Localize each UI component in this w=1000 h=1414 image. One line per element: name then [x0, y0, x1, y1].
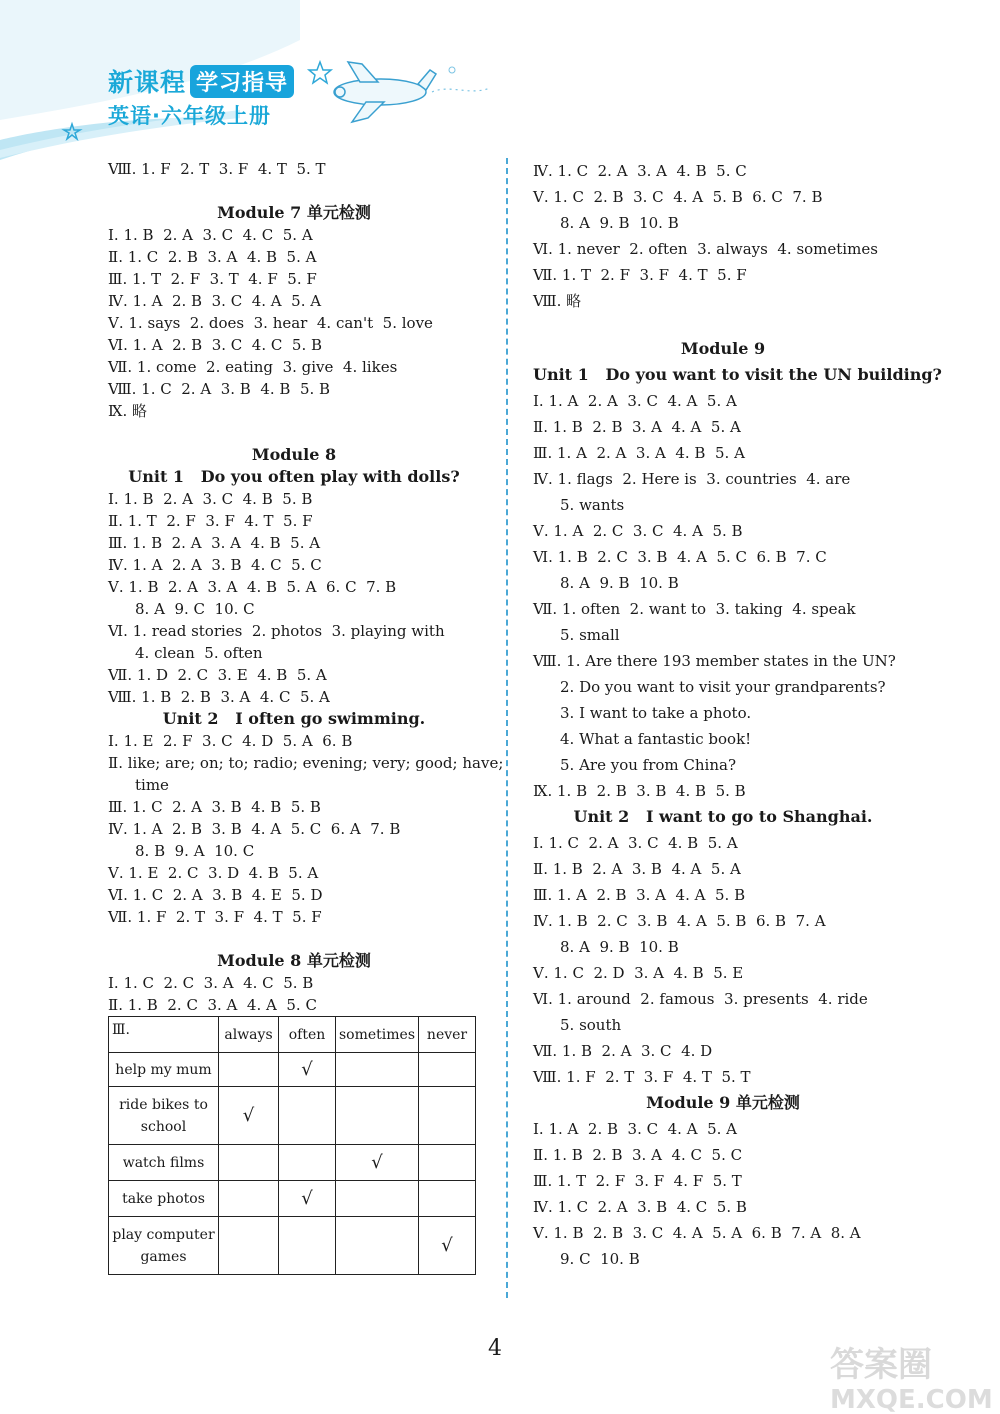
answer-line: Ⅲ. 1. T 2. F 3. F 4. F 5. T — [533, 1172, 742, 1190]
answer-line: Ⅴ. 1. B 2. B 3. C 4. A 5. A 6. B 7. A 8. A — [533, 1224, 861, 1242]
check-cell — [419, 1087, 476, 1145]
answer-line: 8. A 9. C 10. C — [135, 600, 255, 618]
answer-line: Ⅰ. 1. C 2. C 3. A 4. C 5. B — [108, 974, 314, 992]
answer-line: 5. small — [560, 626, 620, 644]
check-cell: √ — [279, 1181, 336, 1217]
answer-line: Ⅲ. 1. T 2. F 3. T 4. F 5. F — [108, 270, 317, 288]
answer-line: 5. south — [560, 1016, 622, 1034]
book-subtitle: 英语·六年级上册 — [108, 104, 271, 128]
activity-cell: take photos — [109, 1181, 219, 1217]
star-icon — [309, 62, 331, 83]
answer-line: Ⅵ. 1. around 2. famous 3. presents 4. ride — [533, 990, 868, 1008]
check-cell — [336, 1087, 419, 1145]
answer-line: Ⅳ. 1. A 2. B 3. B 4. A 5. C 6. A 7. B — [108, 820, 401, 838]
answer-line: Ⅰ. 1. A 2. B 3. C 4. A 5. A — [533, 1120, 738, 1138]
answer-line: Ⅱ. 1. B 2. C 3. A 4. A 5. C — [108, 996, 317, 1014]
check-cell — [219, 1181, 279, 1217]
answer-line: Ⅷ. 1. B 2. B 3. A 4. C 5. A — [108, 688, 330, 706]
answer-line: Ⅱ. 1. C 2. B 3. A 4. B 5. A — [108, 248, 317, 266]
answer-line: Ⅴ. 1. C 2. B 3. C 4. A 5. B 6. C 7. B — [533, 188, 823, 206]
frequency-table — [108, 1016, 476, 1275]
check-cell: √ — [419, 1217, 476, 1275]
answer-line: Ⅵ. 1. A 2. B 3. C 4. C 5. B — [108, 336, 322, 354]
brand-badge: 学习指导 — [190, 65, 294, 98]
answer-line: 8. B 9. A 10. C — [135, 842, 255, 860]
check-cell: √ — [336, 1145, 419, 1181]
answer-line: Ⅴ. 1. B 2. A 3. A 4. B 5. A 6. C 7. B — [108, 578, 397, 596]
answer-line: Ⅷ. 1. C 2. A 3. B 4. B 5. B — [108, 380, 331, 398]
column-header: always — [219, 1017, 279, 1053]
answer-line: Ⅶ. 1. F 2. T 3. F 4. T 5. F — [108, 908, 322, 926]
answer-line: 8. A 9. B 10. B — [560, 214, 679, 232]
answer-line: Ⅵ. 1. read stories 2. photos 3. playing with — [108, 622, 445, 640]
check-cell — [279, 1087, 336, 1145]
right-column — [533, 158, 942, 1272]
check-cell — [336, 1053, 419, 1087]
check-cell — [419, 1181, 476, 1217]
answer-line: Ⅲ. 1. A 2. A 3. A 4. B 5. A — [533, 444, 745, 462]
answer-line: Ⅲ. 1. C 2. A 3. B 4. B 5. B — [108, 798, 321, 816]
answer-line: Ⅶ. 1. often 2. want to 3. taking 4. speak — [533, 600, 856, 618]
answer-line: Ⅸ. 略 — [108, 402, 148, 420]
answer-line: Ⅴ. 1. A 2. C 3. C 4. A 5. B — [533, 522, 743, 540]
answer-line: Ⅷ. 1. Are there 193 member states in the UN? — [533, 652, 896, 670]
answer-line: Ⅱ. 1. B 2. B 3. A 4. C 5. C — [533, 1146, 743, 1164]
page-header — [0, 0, 1000, 160]
unit-title: Unit 2 I often go swimming. — [162, 709, 426, 728]
left-column — [108, 158, 504, 1275]
book-brand — [108, 64, 294, 130]
check-cell — [219, 1217, 279, 1275]
check-cell — [419, 1053, 476, 1087]
answer-line: Ⅰ. 1. B 2. A 3. C 4. C 5. A — [108, 226, 313, 244]
answer-line: Ⅴ. 1. says 2. does 3. hear 4. can't 5. love — [108, 314, 433, 332]
watermark-logo — [820, 1338, 1000, 1414]
answer-line: 5. wants — [560, 496, 625, 514]
svg-text:答案圈: 答案圈 — [830, 1345, 932, 1385]
answer-line: 2. Do you want to visit your grandparents? — [560, 678, 886, 696]
answer-line: Ⅸ. 1. B 2. B 3. B 4. B 5. B — [533, 782, 746, 800]
answer-line: Ⅷ. 略 — [533, 292, 582, 310]
answer-line: Ⅳ. 1. A 2. A 3. B 4. C 5. C — [108, 556, 322, 574]
column-divider — [506, 158, 508, 1298]
answer-line: 9. C 10. B — [560, 1250, 640, 1268]
answer-line: 3. I want to take a photo. — [560, 704, 752, 722]
answer-line: Ⅳ. 1. flags 2. Here is 3. countries 4. are — [533, 470, 851, 488]
table-header-row — [109, 1017, 476, 1053]
check-cell — [336, 1217, 419, 1275]
check-cell: √ — [279, 1053, 336, 1087]
answer-line: 8. A 9. B 10. B — [560, 574, 679, 592]
answer-line: Ⅳ. 1. B 2. C 3. B 4. A 5. B 6. B 7. A — [533, 912, 826, 930]
section-title: Module 8 单元检测 — [217, 951, 371, 970]
answer-line: Ⅳ. 1. A 2. B 3. C 4. A 5. A — [108, 292, 322, 310]
check-cell — [279, 1145, 336, 1181]
answer-line: Ⅵ. 1. C 2. A 3. B 4. E 5. D — [108, 886, 323, 904]
table-row — [109, 1087, 476, 1145]
section-title: Module 9 单元检测 — [646, 1093, 800, 1112]
table-row — [109, 1217, 476, 1275]
table-corner: Ⅲ. — [109, 1017, 219, 1053]
section-title: Module 7 单元检测 — [217, 203, 371, 222]
answer-line: Ⅶ. 1. come 2. eating 3. give 4. likes — [108, 358, 398, 376]
answer-line: Ⅲ. 1. B 2. A 3. A 4. B 5. A — [108, 534, 321, 552]
answer-line: Ⅵ. 1. never 2. often 3. always 4. sometimes — [533, 240, 878, 258]
page-number: 4 — [488, 1336, 502, 1361]
answer-line: 5. Are you from China? — [560, 756, 736, 774]
answer-line: Ⅳ. 1. C 2. A 3. A 4. B 5. C — [533, 162, 747, 180]
answer-line: Ⅷ. 1. F 2. T 3. F 4. T 5. T — [533, 1068, 751, 1086]
column-header: often — [279, 1017, 336, 1053]
answer-line: Ⅰ. 1. C 2. A 3. C 4. B 5. A — [533, 834, 738, 852]
unit-title: Unit 1 Do you often play with dolls? — [128, 467, 460, 486]
answer-line: 8. A 9. B 10. B — [560, 938, 679, 956]
check-cell — [336, 1181, 419, 1217]
check-cell — [279, 1217, 336, 1275]
answer-line: Ⅲ. 1. A 2. B 3. A 4. A 5. B — [533, 886, 746, 904]
answer-line: Ⅱ. 1. T 2. F 3. F 4. T 5. F — [108, 512, 313, 530]
airplane-icon — [334, 62, 436, 122]
answer-line: Ⅰ. 1. A 2. A 3. C 4. A 5. A — [533, 392, 737, 410]
activity-cell: ride bikes to school — [109, 1087, 219, 1145]
column-header: sometimes — [336, 1017, 419, 1053]
check-cell: √ — [219, 1087, 279, 1145]
answer-line: 4. What a fantastic book! — [560, 730, 752, 748]
svg-text:MXQE.COM: MXQE.COM — [830, 1385, 993, 1414]
answer-line: 4. clean 5. often — [135, 644, 263, 662]
answer-line: Ⅷ. 1. F 2. T 3. F 4. T 5. T — [108, 160, 326, 178]
answer-line: Ⅶ. 1. D 2. C 3. E 4. B 5. A — [108, 666, 327, 684]
section-title: Module 9 — [680, 339, 766, 358]
answer-line: Ⅰ. 1. E 2. F 3. C 4. D 5. A 6. B — [108, 732, 353, 750]
table-row — [109, 1145, 476, 1181]
answer-line: Ⅴ. 1. C 2. D 3. A 4. B 5. E — [533, 964, 744, 982]
unit-title: Unit 1 Do you want to visit the UN building? — [533, 365, 942, 384]
section-title: Module 8 — [251, 445, 337, 464]
activity-cell: play computer games — [109, 1217, 219, 1275]
table-row — [109, 1181, 476, 1217]
answer-line: Ⅵ. 1. B 2. C 3. B 4. A 5. C 6. B 7. C — [533, 548, 827, 566]
column-header: never — [419, 1017, 476, 1053]
answer-line: Ⅴ. 1. E 2. C 3. D 4. B 5. A — [108, 864, 319, 882]
unit-title: Unit 2 I want to go to Shanghai. — [573, 807, 873, 826]
answer-line: time — [135, 776, 169, 794]
answer-line: Ⅱ. 1. B 2. B 3. A 4. A 5. A — [533, 418, 741, 436]
activity-cell: watch films — [109, 1145, 219, 1181]
answer-line: Ⅰ. 1. B 2. A 3. C 4. B 5. B — [108, 490, 313, 508]
brand-name: 新课程 — [108, 68, 187, 97]
activity-cell: help my mum — [109, 1053, 219, 1087]
check-cell — [419, 1145, 476, 1181]
answer-line: Ⅶ. 1. T 2. F 3. F 4. T 5. F — [533, 266, 747, 284]
table-row — [109, 1053, 476, 1087]
check-cell — [219, 1145, 279, 1181]
answer-line: Ⅳ. 1. C 2. A 3. B 4. C 5. B — [533, 1198, 747, 1216]
answer-line: Ⅱ. 1. B 2. A 3. B 4. A 5. A — [533, 860, 741, 878]
check-cell — [219, 1053, 279, 1087]
answer-line: Ⅱ. like; are; on; to; radio; evening; very; good; have; — [108, 754, 504, 772]
answer-line: Ⅶ. 1. B 2. A 3. C 4. D — [533, 1042, 713, 1060]
